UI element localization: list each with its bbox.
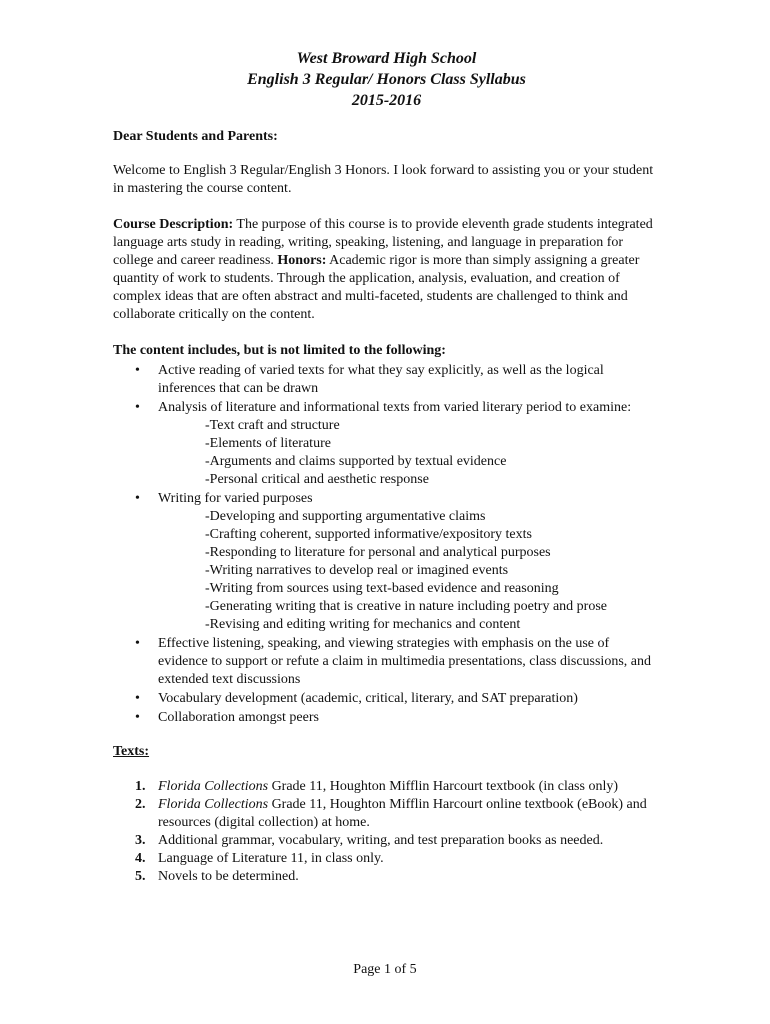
course-title: English 3 Regular/ Honors Class Syllabus (247, 71, 526, 88)
text-item-number: 2. (135, 797, 146, 812)
list-item-text: Effective listening, speaking, and viewing strategies with emphasis on the use of evidence to support or refute a claim in multimedia presentations, class discussions, and extended text discussions (158, 636, 651, 687)
sub-item: -Writing from sources using text-based evidence and reasoning (205, 581, 559, 596)
list-item (113, 399, 660, 489)
bullet-glyph: • (135, 400, 140, 415)
list-item (113, 690, 660, 708)
text-item-detail: Grade 11, Houghton Mifflin Harcourt textbook (in class only) (268, 779, 618, 794)
honors-text: Academic rigor is more than simply assigning a greater quantity of work to students. Through the application, analysis, evaluation, and creation of complex ideas that are often abstract and multi-faceted, students are challenged to think and collaborate critically on the content. (113, 253, 640, 322)
school-name: West Broward High School (296, 50, 477, 67)
text-item-number: 3. (135, 833, 146, 848)
sub-item: -Revising and editing writing for mechanics and content (205, 617, 521, 632)
sub-item: -Elements of literature (205, 436, 331, 451)
text-item (113, 778, 660, 796)
course-description-label: Course Description: (113, 217, 234, 232)
texts-heading: Texts: (113, 744, 150, 759)
list-item (113, 709, 660, 727)
welcome-paragraph: Welcome to English 3 Regular/English 3 Honors. I look forward to assisting you or your student in mastering the course content. (113, 163, 654, 196)
sub-item: -Responding to literature for personal and analytical purposes (205, 545, 551, 560)
content-list (113, 362, 660, 727)
course-description-text: The purpose of this course is to provide eleventh grade students integrated language arts study in reading, writing, speaking, listening, and language in preparation for college and career readiness. (113, 217, 653, 268)
sub-item: -Personal critical and aesthetic response (205, 472, 429, 487)
list-item-text: Active reading of varied texts for what they say explicitly, as well as the logical inferences that can be drawn (158, 363, 604, 396)
text-item-number: 1. (135, 779, 146, 794)
page-number: Page 1 of 5 (353, 962, 417, 977)
text-item-detail: Grade 11, Houghton Mifflin Harcourt online textbook (eBook) and resources (digital collection) at home. (158, 797, 647, 830)
text-item (113, 832, 660, 850)
sub-item: -Writing narratives to develop real or imagined events (205, 563, 509, 578)
sub-item: -Arguments and claims supported by textual evidence (205, 454, 507, 469)
sub-item: -Developing and supporting argumentative claims (205, 509, 486, 524)
bullet-glyph: • (135, 491, 140, 506)
list-item-text: Collaboration amongst peers (158, 710, 319, 725)
text-item-detail: Novels to be determined. (158, 869, 299, 884)
bullet-glyph: • (135, 363, 140, 378)
list-item-text: Vocabulary development (academic, critical, literary, and SAT preparation) (158, 691, 578, 706)
text-item-number: 5. (135, 869, 146, 884)
sub-item: -Crafting coherent, supported informative/expository texts (205, 527, 532, 542)
bullet-glyph: • (135, 691, 140, 706)
list-item-text: Analysis of literature and informational texts from varied literary period to examine: (158, 400, 632, 415)
list-item-text: Writing for varied purposes (158, 491, 313, 506)
list-item (113, 490, 660, 634)
sub-item: -Generating writing that is creative in nature including poetry and prose (205, 599, 607, 614)
list-item (113, 635, 660, 689)
greeting: Dear Students and Parents: (113, 129, 278, 144)
content-heading: The content includes, but is not limited to the following: (113, 343, 446, 358)
texts-list (113, 778, 660, 886)
list-item (113, 362, 660, 398)
text-item (113, 868, 660, 886)
text-item-detail: Additional grammar, vocabulary, writing, and test preparation books as needed. (158, 833, 604, 848)
text-item-title: Florida Collections (158, 779, 269, 794)
text-item-number: 4. (135, 851, 146, 866)
school-year: 2015-2016 (351, 92, 422, 109)
honors-label: Honors: (277, 253, 327, 268)
text-item-detail: Language of Literature 11, in class only. (158, 851, 384, 866)
text-item-title: Florida Collections (158, 797, 269, 812)
text-item (113, 850, 660, 868)
text-item (113, 796, 660, 832)
bullet-glyph: • (135, 710, 140, 725)
course-description (113, 216, 660, 324)
sub-item: -Text craft and structure (205, 418, 340, 433)
bullet-glyph: • (135, 636, 140, 651)
